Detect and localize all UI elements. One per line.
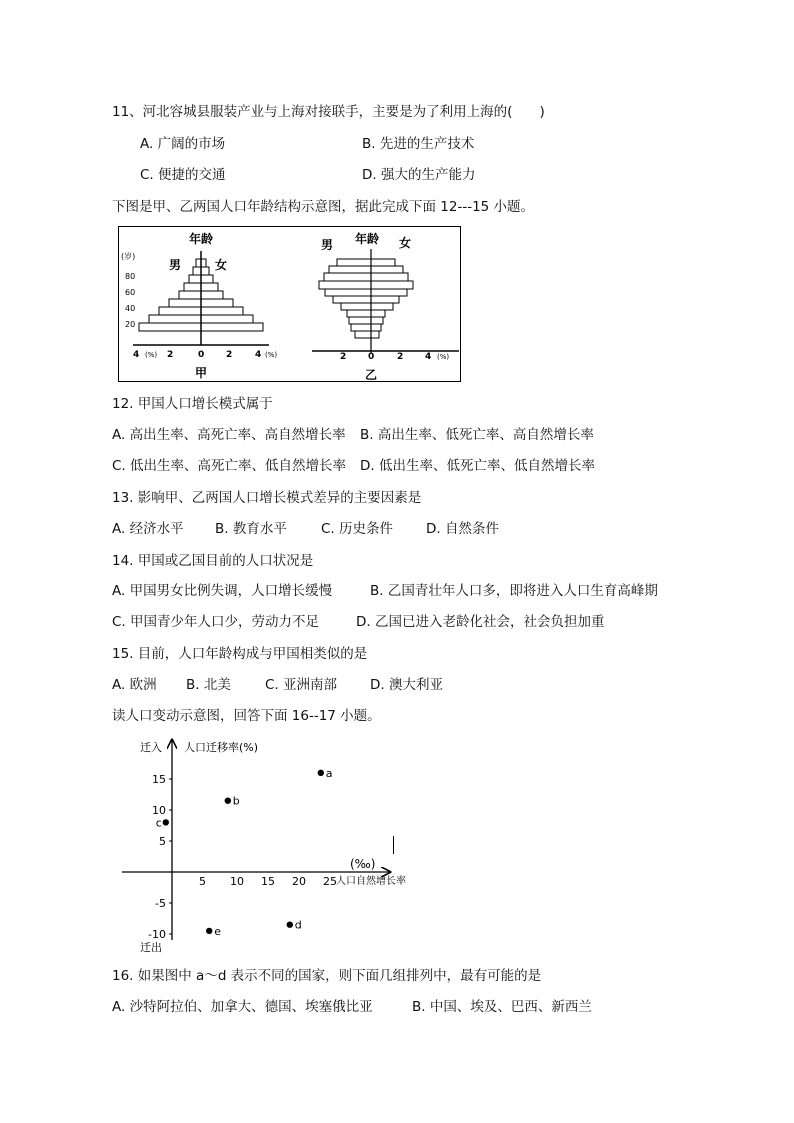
jia-x-tick-0: 0 — [198, 350, 205, 360]
yi-x-tick-2r: 2 — [397, 352, 404, 362]
q11-option-d: D. 强大的生产能力 — [362, 167, 476, 183]
chart-x-tick: 20 — [292, 875, 306, 888]
yi-age-title: 年龄 — [355, 232, 380, 246]
q14-option-d: D. 乙国已进入老龄化社会，社会负担加重 — [356, 614, 605, 630]
q12-option-b: B. 高出生率、低死亡率、高自然增长率 — [360, 427, 594, 443]
chart-x-tick: 25 — [323, 875, 337, 888]
chart-point-e — [206, 928, 212, 934]
chart-point-a — [318, 770, 324, 776]
jia-x-tick-4r: 4 — [255, 350, 262, 360]
q12-option-c: C. 低出生率、高死亡率、低自然增长率 — [112, 458, 347, 474]
jia-male-label: 男 — [169, 258, 182, 272]
q13-option-a: A. 经济水平 — [112, 521, 184, 537]
chart-y-tick: -5 — [155, 897, 166, 910]
q14-stem: 14. 甲国或乙国目前的人口状况是 — [112, 553, 314, 569]
chart-x-tick: 5 — [199, 875, 206, 888]
q12-stem: 12. 甲国人口增长模式属于 — [112, 396, 273, 412]
q11-option-a: A. 广阔的市场 — [140, 136, 226, 152]
yi-x-tick-0: 0 — [368, 352, 375, 362]
jia-age-unit: (岁) — [121, 252, 136, 261]
yi-male-label: 男 — [321, 238, 334, 252]
population-change-chart — [112, 735, 412, 955]
chart-xunit: (‰) — [350, 857, 376, 871]
jia-age-tick-40: 40 — [125, 304, 136, 313]
jia-age-tick-80: 80 — [125, 272, 136, 281]
q15-option-d: D. 澳大利亚 — [370, 677, 443, 693]
chart-point-label-a: a — [325, 766, 333, 780]
jia-x-tick-2l: 2 — [167, 350, 174, 360]
chart-xlabel: 人口自然增长率 — [336, 876, 406, 887]
q15-stem: 15. 目前，人口年龄构成与甲国相类似的是 — [112, 646, 368, 662]
q15-option-c: C. 亚洲南部 — [265, 677, 338, 693]
chart-point-label-e: e — [214, 924, 221, 938]
chart-point-d — [287, 922, 293, 928]
chart-point-c — [163, 819, 169, 825]
jia-age-tick-60: 60 — [125, 288, 136, 297]
jia-x-tick-2r: 2 — [226, 350, 233, 360]
q11-option-b: B. 先进的生产技术 — [362, 136, 475, 152]
jia-female-label: 女 — [215, 258, 228, 272]
q11-stem: 11、河北容城县服装产业与上海对接联手，主要是为了利用上海的( ) — [112, 104, 545, 120]
jia-age-tick-20: 20 — [125, 320, 136, 329]
text-cursor-mark — [393, 836, 394, 854]
q12-option-d: D. 低出生率、低死亡率、低自然增长率 — [360, 458, 595, 474]
q14-option-c: C. 甲国青少年人口少，劳动力不足 — [112, 614, 320, 630]
jia-x-unit-l: (%) — [145, 351, 158, 359]
q16-option-b: B. 中国、埃及、巴西、新西兰 — [412, 999, 592, 1015]
yi-x-unit: (%) — [437, 353, 450, 361]
q14-option-a: A. 甲国男女比例失调，人口增长缓慢 — [112, 583, 333, 599]
chart-point-label-d: d — [294, 918, 302, 932]
chart-y-tick: 5 — [159, 835, 166, 848]
chart-x-tick: 10 — [230, 875, 244, 888]
chart-x-tick: 15 — [261, 875, 275, 888]
intro-12-15: 下图是甲、乙两国人口年龄结构示意图，据此完成下面 12---15 小题。 — [112, 199, 535, 215]
q13-option-d: D. 自然条件 — [426, 521, 499, 537]
jia-x-unit-r: (%) — [265, 351, 278, 359]
yi-x-tick-2l: 2 — [340, 352, 347, 362]
yi-x-tick-4r: 4 — [425, 352, 432, 362]
population-pyramid-figure — [118, 226, 461, 382]
q16-option-a: A. 沙特阿拉伯、加拿大、德国、埃塞俄比亚 — [112, 999, 373, 1015]
yi-female-label: 女 — [399, 236, 412, 250]
pyramid-svg — [119, 227, 459, 380]
q13-option-c: C. 历史条件 — [321, 521, 394, 537]
q15-option-a: A. 欧洲 — [112, 677, 157, 693]
chart-ylabel: 人口迁移率(%) — [184, 741, 259, 754]
chart-y-tick: 10 — [152, 804, 166, 817]
q11-option-c: C. 便捷的交通 — [140, 167, 226, 183]
jia-age-title: 年龄 — [189, 232, 214, 246]
q12-option-a: A. 高出生率、高死亡率、高自然增长率 — [112, 427, 346, 443]
chart-top-label: 迁入 — [140, 741, 162, 754]
q14-option-b: B. 乙国青壮年人口多，即将进入人口生育高峰期 — [370, 583, 658, 599]
q13-option-b: B. 教育水平 — [215, 521, 287, 537]
jia-x-tick-4l: 4 — [133, 350, 140, 360]
jia-label: 甲 — [195, 366, 208, 380]
q16-stem: 16. 如果图中 a～d 表示不同的国家，则下面几组排列中，最有可能的是 — [112, 968, 542, 984]
chart-point-label-b: b — [232, 794, 240, 808]
intro-16-17: 读人口变动示意图，回答下面 16--17 小题。 — [112, 708, 381, 724]
q13-stem: 13. 影响甲、乙两国人口增长模式差异的主要因素是 — [112, 490, 422, 506]
yi-bars — [319, 259, 413, 338]
chart-y-tick: -10 — [148, 928, 166, 941]
yi-label: 乙 — [365, 368, 378, 380]
chart-y-tick: 15 — [152, 773, 166, 786]
chart-bottom-label: 迁出 — [140, 941, 162, 954]
chart-point-label-c: c — [155, 816, 162, 830]
chart-point-b — [225, 798, 231, 804]
q15-option-b: B. 北美 — [186, 677, 231, 693]
